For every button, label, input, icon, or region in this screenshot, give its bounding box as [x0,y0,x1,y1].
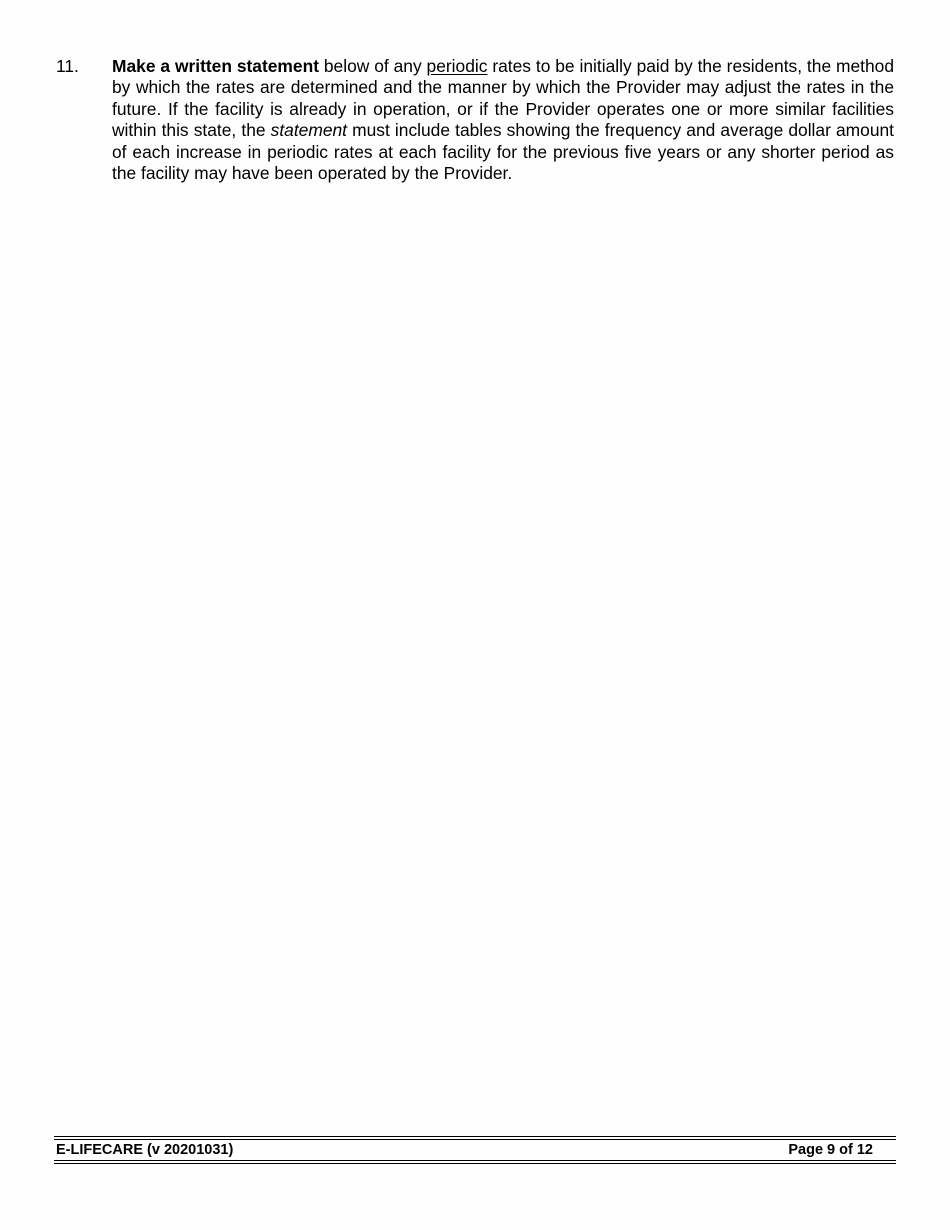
form-version-label: E-LIFECARE (v 20201031) [56,1142,234,1158]
statement-italic: statement [270,120,348,141]
instruction-item-11 [56,56,894,184]
periodic-underlined: periodic [426,56,488,76]
instruction-lead: Make a written statement [112,56,319,76]
footer-bottom-rule [54,1160,896,1164]
instruction-text-part-3: must include tables showing the frequency and average dollar amount of each increase in periodic rates at each facility for the previous five years or any shorter period as the facility may have been operated by the Provider. [112,120,894,184]
page-number-label: Page 9 of 12 [788,1142,873,1158]
instruction-text [112,56,894,184]
footer-row [54,1140,896,1160]
item-number: 11. [56,56,79,76]
instruction-text-part-2: rates to be initially paid by the residents, the method by which the rates are determined and the manner by which the Provider may adjust the rates in the future. If the facility is already in operation, or if the Provider operates one or more similar facilities within this state, the [112,56,895,141]
page-footer [54,1136,896,1164]
instruction-text-part-1: below of any [319,56,427,76]
